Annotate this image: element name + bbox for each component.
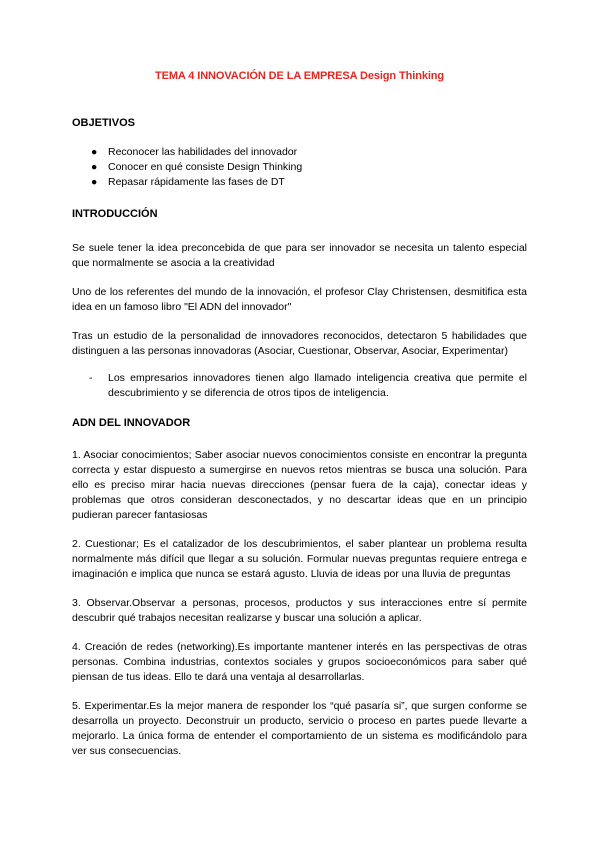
document-title: TEMA 4 INNOVACIÓN DE LA EMPRESA Design Thinking xyxy=(154,70,445,82)
adn-paragraph-2: 2. Cuestionar; Es el catalizador de los descubrimientos, el saber plantear un problema resulta normalmente más difícil que llegar a su solución. Formular nuevas preguntas requiere entrega e imaginación e implica que nunca se estará agusto. Lluvia de ideas por una lluvia de preguntas xyxy=(72,538,527,580)
dash-icon: - xyxy=(89,372,93,384)
introduccion-heading: INTRODUCCIÓN xyxy=(72,208,158,220)
intro-paragraph-1: Se suele tener la idea preconcebida de que para ser innovador se necesita un talento especial que normalmente se asocia a la creatividad xyxy=(72,242,527,269)
bullet-icon: ● xyxy=(91,176,98,188)
document-page xyxy=(72,68,527,759)
list-item-text: Los empresarios innovadores tienen algo llamado inteligencia creativa que permite el descubrimiento y se diferencia de otros tipos de inteligencia. xyxy=(108,372,527,399)
bullet-icon: ● xyxy=(91,146,98,158)
list-item xyxy=(72,145,527,160)
adn-paragraph-5: 5. Experimentar.Es la mejor manera de responder los “qué pasaría si”, que surgen conforme se desarrolla un proyecto. Deconstruir un producto, servicio o proceso en partes puede llevarte a mejorarlo. La única forma de entender el comportamiento de un sistema es modificándolo para ver sus consecuencias. xyxy=(72,700,527,757)
list-item-text: Repasar rápidamente las fases de DT xyxy=(108,176,285,188)
objetivos-heading: OBJETIVOS xyxy=(72,117,135,129)
adn-paragraph-1: 1. Asociar conocimientos; Saber asociar nuevos conocimientos consiste en encontrar la pregunta correcta y estar dispuesto a sumergirse en nuevos retos mientras se busca una solución. Para ello es preciso mirar hacia nuevas direcciones (pensar fuera de la caja), conectar ideas y problemas que otros consideran desconectados, y no descartar ideas que en un principio pudieran parecer fantasiosas xyxy=(72,449,527,521)
list-item xyxy=(72,160,527,175)
adn-heading: ADN DEL INNOVADOR xyxy=(72,417,191,429)
adn-paragraph-4: 4. Creación de redes (networking).Es importante mantener interés en las perspectivas de otras personas. Combina industrias, contextos sociales y grupos socioeconómicos para saber qué piensan de tus ideas. Ello te dará una ventaja al desarrollarlas. xyxy=(72,641,527,683)
list-item-text: Conocer en qué consiste Design Thinking xyxy=(108,161,303,173)
list-item-text: Reconocer las habilidades del innovador xyxy=(108,146,298,158)
adn-paragraph-3: 3. Observar.Observar a personas, procesos, productos y sus interacciones entre sí permite descubrir qué trabajos necesitan realizarse y buscar una solución a aplicar. xyxy=(72,597,527,624)
intro-paragraph-2: Uno de los referentes del mundo de la innovación, el profesor Clay Christensen, desmitifica esta idea en un famoso libro "El ADN del innovador" xyxy=(72,286,527,313)
objetivos-list xyxy=(72,145,527,190)
intro-paragraph-3: Tras un estudio de la personalidad de innovadores reconocidos, detectaron 5 habilidades que distinguen a las personas innovadoras (Asociar, Cuestionar, Observar, Asociar, Experimentar) xyxy=(72,330,527,357)
bullet-icon: ● xyxy=(91,161,98,173)
intro-dash-list xyxy=(72,371,527,401)
list-item xyxy=(72,175,527,190)
list-item xyxy=(72,371,527,401)
